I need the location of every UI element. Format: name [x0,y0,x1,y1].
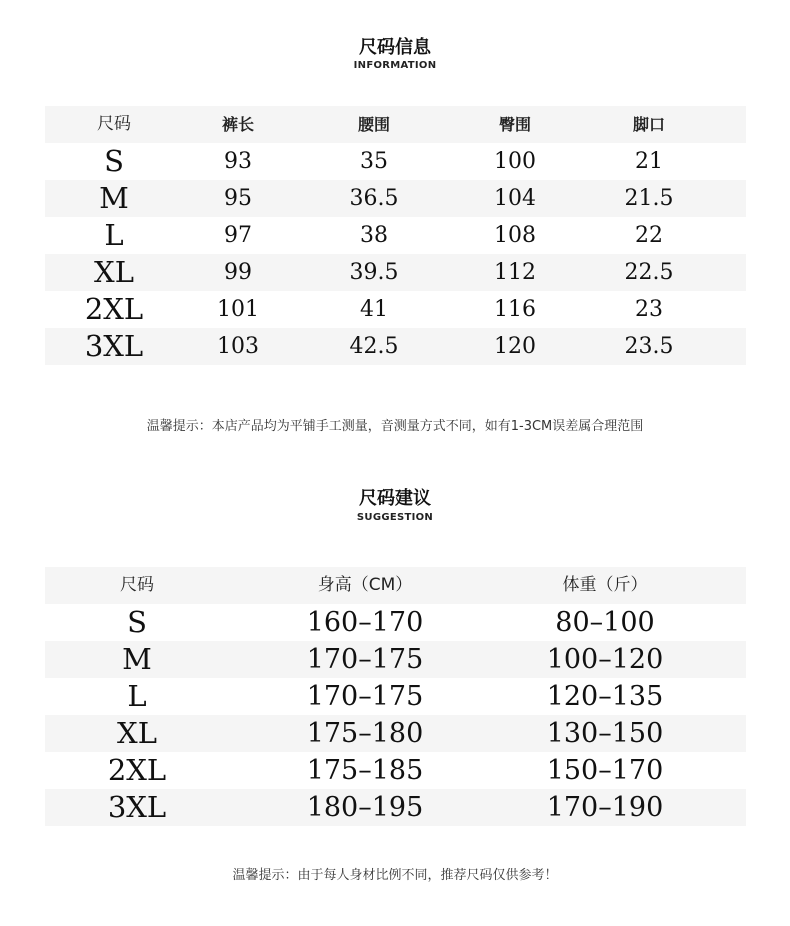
value-cell: 103 [217,334,259,359]
value-cell: 170–175 [306,681,424,712]
info-note: 温馨提示：本店产品均为平铺手工测量，音测量方式不同，如有1-3CM误差属合理范围 [146,419,644,434]
value-cell: 95 [224,186,252,211]
value-cell: 100 [494,149,536,174]
size-cell: M [122,642,152,676]
column-header: 臀围 [498,115,531,134]
size-cell: 2XL [107,753,167,787]
value-cell: 23.5 [624,334,674,359]
value-cell: 99 [224,260,252,285]
value-cell: 22 [635,223,663,248]
info-title: 尺码信息 [359,37,431,58]
value-cell: 21.5 [624,186,674,211]
suggestion-title: 尺码建议 [359,488,431,509]
value-cell: 104 [494,186,536,211]
value-cell: 116 [494,297,536,322]
value-cell: 175–180 [306,718,424,749]
size-cell: S [127,605,147,639]
value-cell: 170–175 [306,644,424,675]
suggestion-note: 温馨提示：由于每人身材比例不同，推荐尺码仅供参考！ [232,868,558,883]
size-cell: 2XL [84,292,144,326]
size-info-table [45,106,746,372]
value-cell: 175–185 [306,755,424,786]
column-header: 腰围 [357,115,390,134]
value-cell: 42.5 [349,334,399,359]
size-cell: XL [94,255,134,289]
table-row [45,143,746,180]
value-cell: 112 [494,260,536,285]
table-row [45,752,746,789]
table-row [45,715,746,752]
size-cell: XL [117,716,157,750]
column-header: 尺码 [97,114,131,134]
size-cell: L [104,218,124,252]
value-cell: 97 [224,223,252,248]
table-row [45,604,746,641]
value-cell: 101 [217,297,259,322]
value-cell: 80–100 [555,607,655,638]
table-row [45,328,746,365]
value-cell: 170–190 [546,792,664,823]
value-cell: 150–170 [546,755,664,786]
table-row [45,641,746,678]
value-cell: 38 [360,223,388,248]
size-suggestion-table [45,567,746,833]
value-cell: 35 [360,149,388,174]
value-cell: 120 [494,334,536,359]
table-row [45,180,746,217]
value-cell: 100–120 [546,644,664,675]
value-cell: 93 [224,149,252,174]
size-cell: L [127,679,147,713]
size-cell: 3XL [84,329,144,363]
value-cell: 23 [635,297,663,322]
table-row [45,678,746,715]
value-cell: 120–135 [546,681,664,712]
info-subtitle: INFORMATION [353,60,437,71]
value-cell: 180–195 [306,792,424,823]
value-cell: 21 [635,149,663,174]
size-cell: 3XL [107,790,167,824]
column-header: 体重（斤） [562,575,648,595]
table-row [45,217,746,254]
table-row [45,291,746,328]
table-header-row [45,106,746,143]
value-cell: 108 [494,223,536,248]
value-cell: 22.5 [624,260,674,285]
value-cell: 36.5 [349,186,399,211]
value-cell: 160–170 [306,607,424,638]
value-cell: 41 [360,297,388,322]
column-header: 尺码 [120,575,154,595]
column-header: 裤长 [221,115,254,134]
table-header-row [45,567,746,604]
size-cell: M [99,181,129,215]
table-row [45,789,746,826]
table-row [45,254,746,291]
column-header: 身高（CM） [317,575,413,595]
value-cell: 39.5 [349,260,399,285]
size-cell: S [104,144,124,178]
suggestion-subtitle: SUGGESTION [356,512,434,523]
value-cell: 130–150 [546,718,664,749]
column-header: 脚口 [632,115,665,134]
